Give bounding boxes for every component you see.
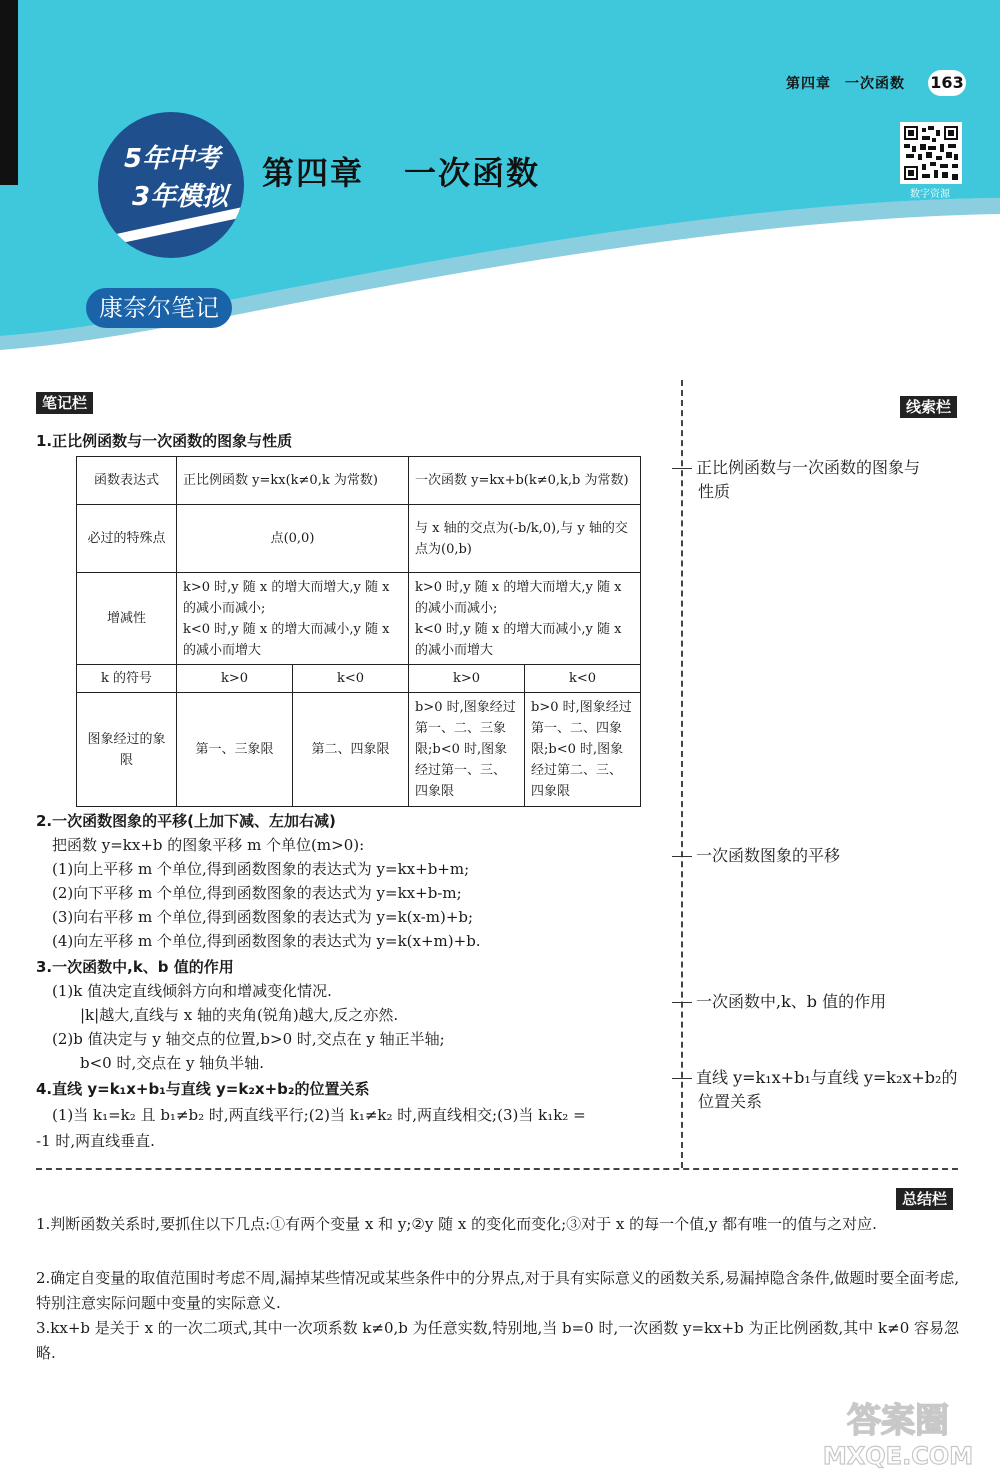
properties-table [76,456,641,807]
notes-column-tag: 笔记栏 [36,392,93,414]
section-1-heading: 1.正比例函数与一次函数的图象与性质 [36,432,293,450]
watermark-line-1: 答案圈 [847,1401,949,1441]
section-4-line: -1 时,两直线垂直. [36,1132,155,1150]
section-2-line: (4)向左平移 m 个单位,得到函数图象的表达式为 y=k(x+m)+b. [52,932,481,950]
qr-code-icon[interactable] [900,122,962,184]
cue-text: 一次函数图象的平移 [696,846,841,865]
summary-divider [36,1168,958,1170]
logo-line-1: 5年中考 [124,144,221,174]
cue-item-2 [672,844,840,868]
cell-proportional-monotonicity [177,573,409,665]
cell-quadrants: b>0 时,图象经过第一、二、三象限;b<0 时,图象经过第一、三、四象限 [409,693,525,807]
book-logo [98,112,244,258]
chapter-title [262,148,540,194]
cue-item-1-cont: 性质 [698,482,731,501]
table-row [77,573,641,665]
section-3-line: (1)k 值决定直线倾斜方向和增减变化情况. [52,982,332,1000]
section-3-line: b<0 时,交点在 y 轴负半轴. [80,1054,265,1072]
row-label-k-sign: k 的符号 [77,665,177,693]
table-row [77,505,641,573]
chapter-name: 一次函数 [404,154,541,192]
cell-proportional-point: 点(0,0) [177,505,409,573]
cell-k-sign: k<0 [525,665,641,693]
running-head [786,73,905,93]
table-row [77,693,641,807]
cue-text: 直线 y=k₁x+b₁与直线 y=k₂x+b₂的 [696,1068,958,1087]
proportional-k-negative: k<0 时,y 随 x 的增大而减小,y 随 x 的减小而增大 [183,621,390,658]
cue-connector [672,468,692,469]
cell-quadrants: 第二、四象限 [293,693,409,807]
cue-item-4-cont: 位置关系 [698,1092,763,1111]
page-number: 163 [928,70,966,96]
cell-linear-expression: 一次函数 y=kx+b(k≠0,k,b 为常数) [409,457,641,505]
row-label-special-point: 必过的特殊点 [77,505,177,573]
row-label-quadrants: 图象经过的象限 [77,693,177,807]
section-2-line: (3)向右平移 m 个单位,得到函数图象的表达式为 y=k(x-m)+b; [52,908,474,926]
summary-column-tag: 总结栏 [896,1188,953,1210]
proportional-k-positive: k>0 时,y 随 x 的增大而增大,y 随 x 的减小而减小; [183,579,390,616]
cue-text: 一次函数中,k、b 值的作用 [696,992,887,1011]
cue-connector [672,1078,692,1079]
row-label-expression: 函数表达式 [77,457,177,505]
running-chapter-topic: 一次函数 [845,76,905,92]
summary-item-1: 1.判断函数关系时,要抓住以下几点:①有两个变量 x 和 y;②y 随 x 的变化而变化;③对于 x 的每一个值,y 都有唯一的值与之对应. [36,1215,877,1233]
section-3-heading: 3.一次函数中,k、b 值的作用 [36,958,234,976]
cue-item-1 [672,456,920,480]
cue-item-3 [672,990,886,1014]
table-row [77,457,641,505]
chapter-number: 第四章 [262,154,365,192]
cell-k-sign: k>0 [177,665,293,693]
linear-k-negative: k<0 时,y 随 x 的增大而减小,y 随 x 的减小而增大 [415,621,622,658]
logo-line-2: 3年模拟 [132,182,229,212]
cell-quadrants: 第一、三象限 [177,693,293,807]
cell-linear-points: 与 x 轴的交点为(-b/k,0),与 y 轴的交点为(0,b) [409,505,641,573]
section-4-heading: 4.直线 y=k₁x+b₁与直线 y=k₂x+b₂的位置关系 [36,1080,370,1098]
cell-linear-monotonicity [409,573,641,665]
column-divider [681,380,683,1168]
cue-text: 正比例函数与一次函数的图象与 [696,458,921,477]
cell-k-sign: k<0 [293,665,409,693]
section-2-line: (1)向上平移 m 个单位,得到函数图象的表达式为 y=kx+b+m; [52,860,470,878]
cue-connector [672,1002,692,1003]
section-2-line: (2)向下平移 m 个单位,得到函数图象的表达式为 y=kx+b-m; [52,884,462,902]
page-edge-strip [0,0,18,185]
section-3-line: (2)b 值决定与 y 轴交点的位置,b>0 时,交点在 y 轴正半轴; [52,1030,445,1048]
cue-item-4 [672,1066,957,1090]
qr-label: 数字资源 [910,189,950,200]
summary-item-2: 2.确定自变量的取值范围时考虑不周,漏掉某些情况或某些条件中的分界点,对于具有实际意义的函数关系,易漏掉隐含条件,做题时要全面考虑,特别注意实际问题中变量的实际意义. [36,1269,960,1312]
cues-column-tag: 线索栏 [900,396,957,418]
cornell-notes-pill: 康奈尔笔记 [86,288,232,328]
table-row [77,665,641,693]
site-watermark-logo [808,1392,988,1472]
section-2-line: 把函数 y=kx+b 的图象平移 m 个单位(m>0): [52,836,365,854]
section-4-line: (1)当 k₁=k₂ 且 b₁≠b₂ 时,两直线平行;(2)当 k₁≠k₂ 时,两直线相交;(3)当 k₁k₂ = [52,1106,586,1124]
row-label-monotonicity: 增减性 [77,573,177,665]
cell-proportional-expression: 正比例函数 y=kx(k≠0,k 为常数) [177,457,409,505]
running-chapter-label: 第四章 [786,76,831,92]
summary-item-3: 3.kx+b 是关于 x 的一次二项式,其中一次项系数 k≠0,b 为任意实数,特别地,当 b=0 时,一次函数 y=kx+b 为正比例函数,其中 k≠0 容易忽略. [36,1319,960,1362]
section-2-heading: 2.一次函数图象的平移(上加下减、左加右减) [36,812,336,830]
cell-k-sign: k>0 [409,665,525,693]
cell-quadrants: b>0 时,图象经过第一、二、四象限;b<0 时,图象经过第二、三、四象限 [525,693,641,807]
cue-connector [672,856,692,857]
linear-k-positive: k>0 时,y 随 x 的增大而增大,y 随 x 的减小而减小; [415,579,622,616]
section-3-line: |k|越大,直线与 x 轴的夹角(锐角)越大,反之亦然. [80,1006,399,1024]
watermark-line-2: MXQE.COM [822,1442,974,1470]
